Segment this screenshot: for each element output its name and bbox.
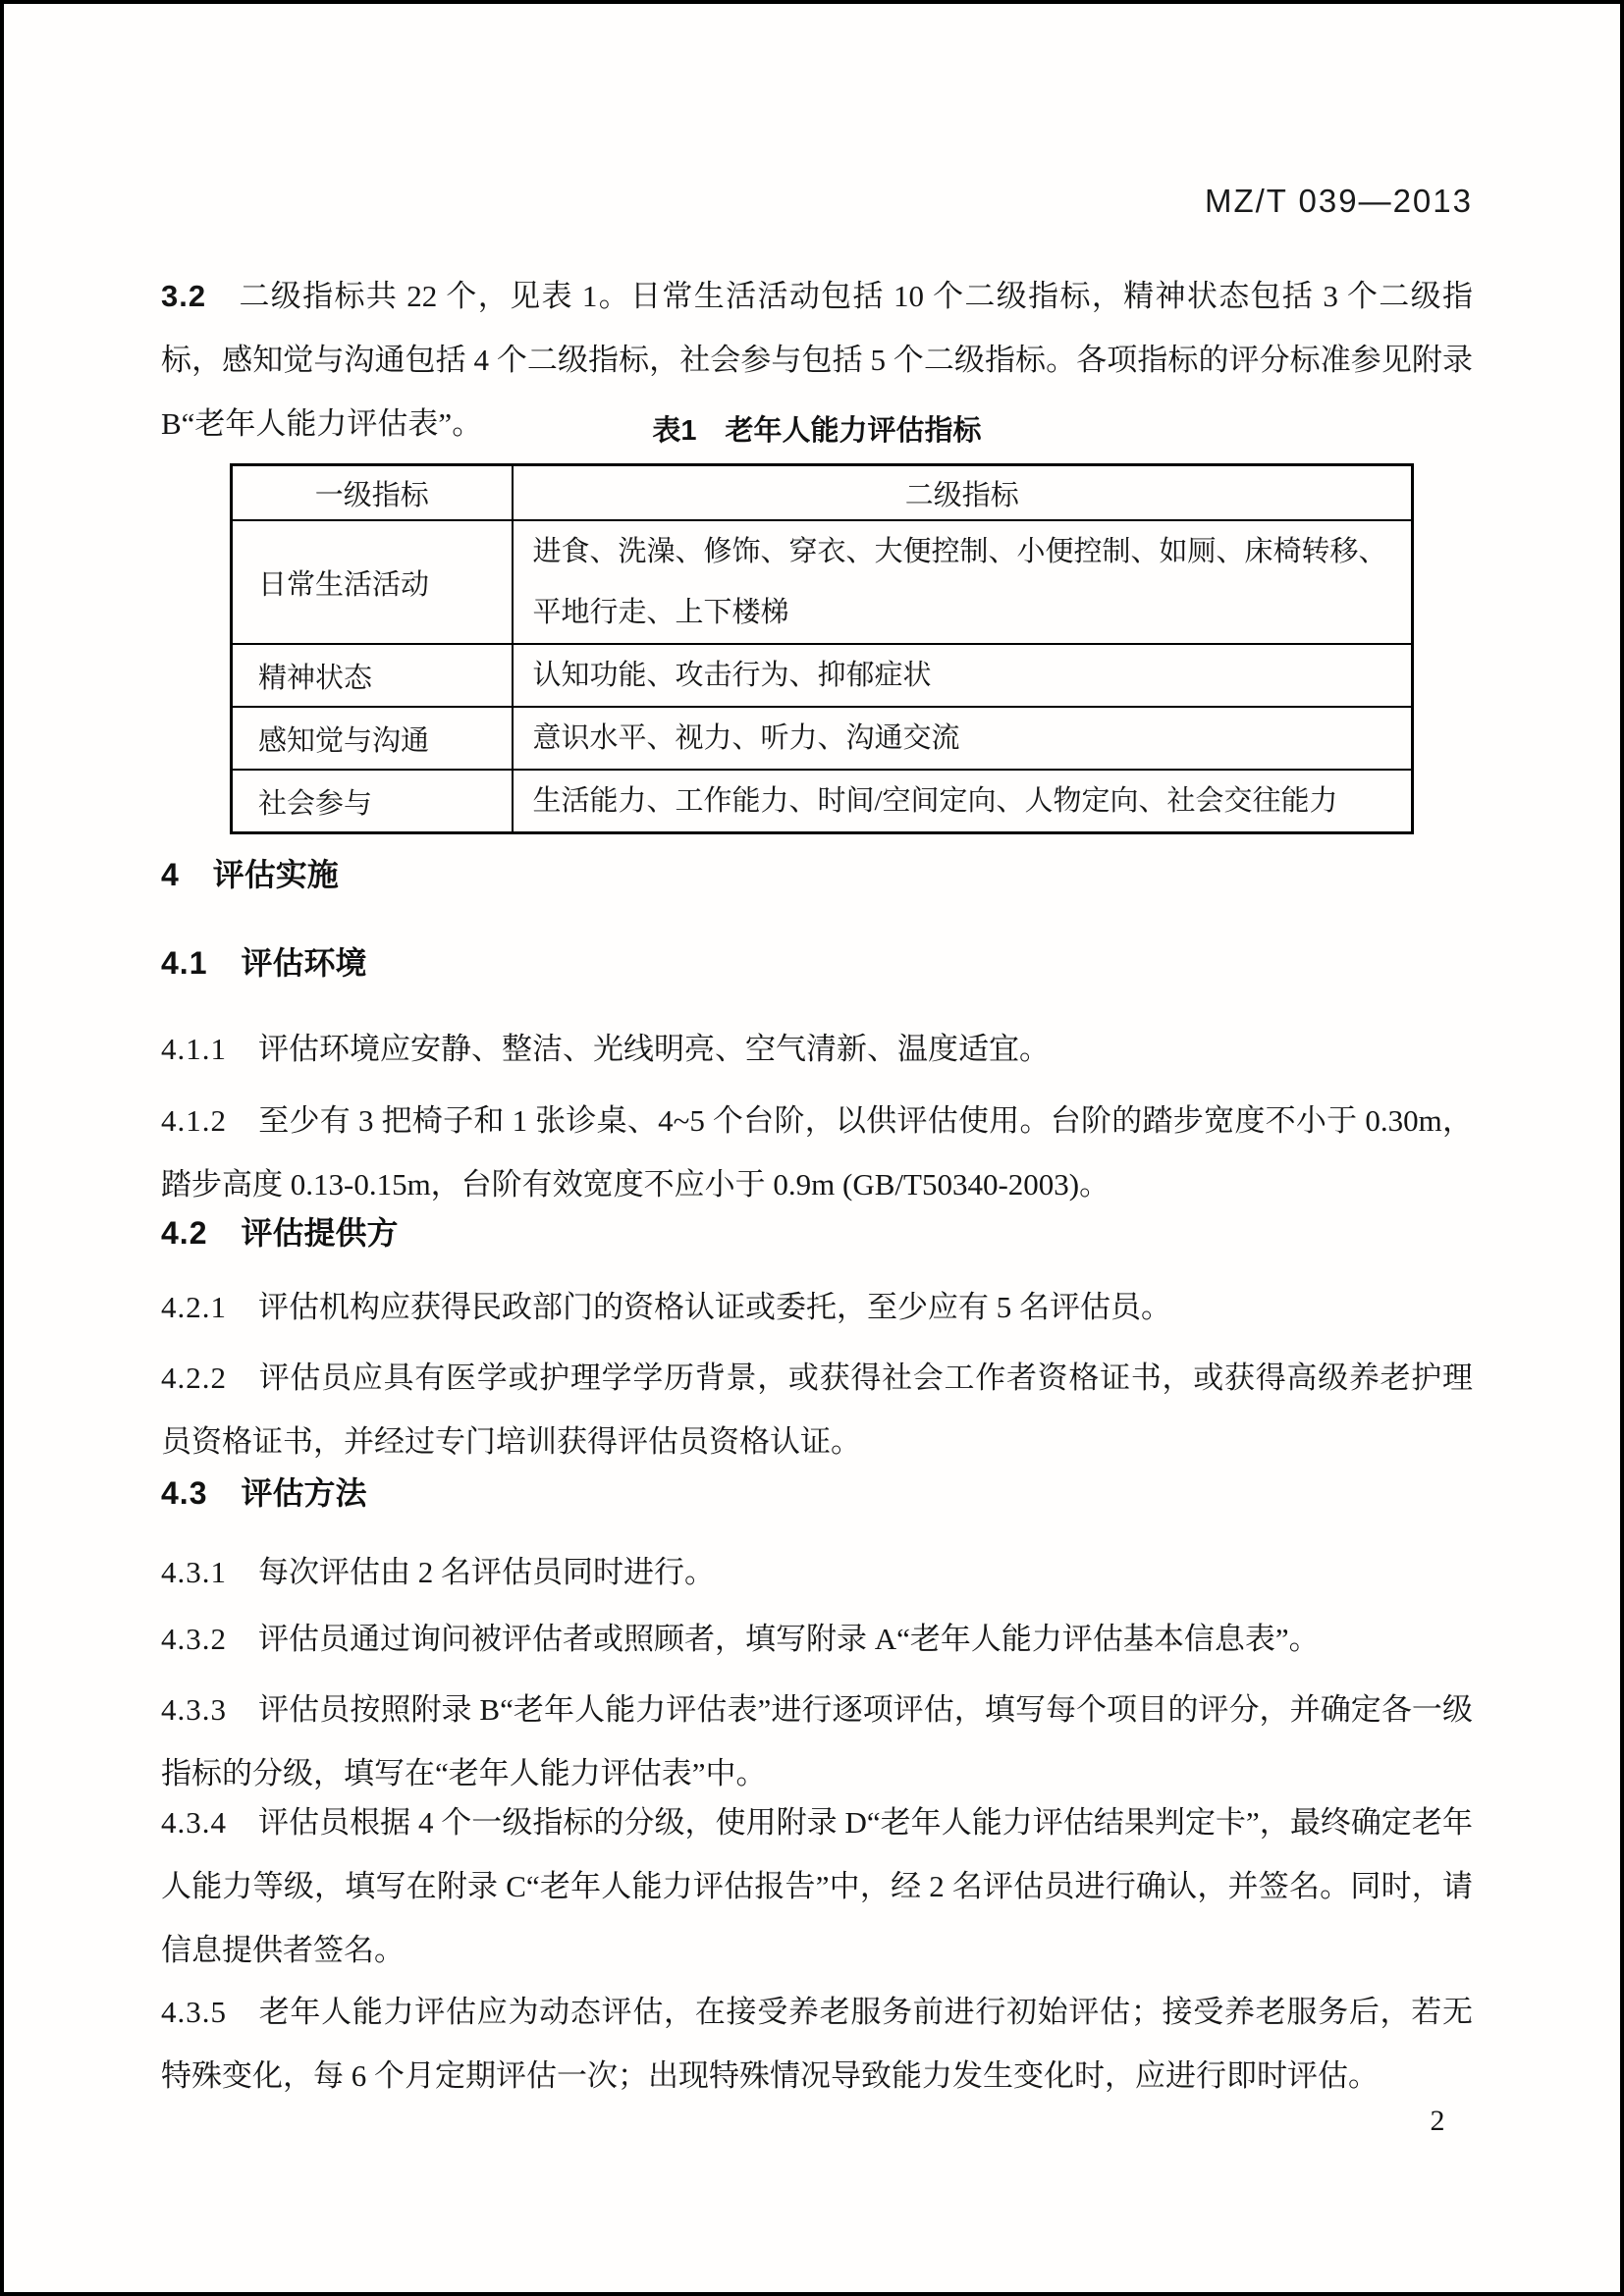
clause-4-2-1 [161, 1275, 1473, 1339]
section-heading-4-3 [161, 1473, 1473, 1513]
clause-text: 二级指标共 22 个，见表 1。日常生活活动包括 10 个二级指标，精神状态包括 3 个二级指标，感知觉与沟通包括 4 个二级指标，社会参与包括 5 个二级指标。各项指标的评分标准参见附录 B“老年人能力评估表”。 [161, 279, 1473, 441]
clause-4-1-2 [161, 1089, 1473, 1216]
table-cell-indicators: 认知功能、攻击行为、抑郁症状 [513, 644, 1413, 707]
table-cell-category: 感知觉与沟通 [232, 707, 513, 770]
page-number: 2 [1430, 2105, 1445, 2137]
clause-text: 评估员按照附录 B“老年人能力评估表”进行逐项评估，填写每个项目的评分，并确定各一级指标的分级，填写在“老年人能力评估表”中。 [161, 1692, 1473, 1790]
clause-text: 评估机构应获得民政部门的资格认证或委托，至少应有 5 名评估员。 [258, 1290, 1171, 1324]
heading-number: 4 [161, 856, 180, 892]
clause-text: 评估员根据 4 个一级指标的分级，使用附录 D“老年人能力评估结果判定卡”，最终确定老年人能力等级，填写在附录 C“老年人能力评估报告”中，经 2 名评估员进行确认，并签名。同时，请信息提供者签名。 [161, 1805, 1473, 1967]
clause-number: 4.3.3 [161, 1692, 227, 1727]
clause-number: 4.3.1 [161, 1555, 227, 1589]
heading-title: 评估方法 [241, 1475, 367, 1511]
clause-number: 4.3.2 [161, 1622, 227, 1656]
clause-number: 4.2.1 [161, 1290, 227, 1324]
heading-title: 评估环境 [241, 945, 367, 981]
indicator-table-container [230, 463, 1414, 834]
standard-number: MZ/T 039—2013 [1204, 183, 1473, 219]
clause-text: 评估员应具有医学或护理学学历背景，或获得社会工作者资格证书，或获得高级养老护理员资格证书，并经过专门培训获得评估员资格认证。 [161, 1361, 1473, 1459]
clause-number: 4.1.1 [161, 1032, 227, 1066]
clause-number: 4.1.2 [161, 1103, 227, 1138]
clause-4-2-2 [161, 1346, 1473, 1473]
clause-text: 老年人能力评估应为动态评估，在接受养老服务前进行初始评估；接受养老服务后，若无特殊变化，每 6 个月定期评估一次；出现特殊情况导致能力发生变化时，应进行即时评估。 [161, 1995, 1473, 2093]
section-heading-4 [161, 855, 1473, 894]
table-cell-category: 精神状态 [232, 644, 513, 707]
clause-number: 3.2 [161, 279, 207, 313]
heading-number: 4.1 [161, 945, 208, 981]
clause-4-3-5 [161, 1980, 1473, 2108]
clause-4-3-1 [161, 1540, 1473, 1604]
table-cell-indicators: 生活能力、工作能力、时间/空间定向、人物定向、社会交往能力 [513, 770, 1413, 833]
clause-number: 4.3.5 [161, 1995, 227, 2029]
table-header-cell-level2: 二级指标 [513, 465, 1413, 521]
clause-4-1-1 [161, 1017, 1473, 1081]
heading-title: 评估实施 [212, 856, 339, 892]
heading-title: 评估提供方 [241, 1215, 399, 1251]
clause-number: 4.3.4 [161, 1805, 227, 1840]
section-heading-4-1 [161, 943, 1473, 983]
heading-number: 4.2 [161, 1215, 208, 1251]
table-cell-indicators: 意识水平、视力、听力、沟通交流 [513, 707, 1413, 770]
table-header-cell-level1: 一级指标 [232, 465, 513, 521]
table-row [232, 770, 1413, 833]
standard-number-header [161, 183, 1473, 220]
clause-text: 评估环境应安静、整洁、光线明亮、空气清新、温度适宜。 [258, 1032, 1050, 1066]
clause-number: 4.2.2 [161, 1361, 227, 1395]
clause-text: 每次评估由 2 名评估员同时进行。 [258, 1555, 715, 1589]
table-title: 表1 老年人能力评估指标 [652, 415, 982, 447]
heading-number: 4.3 [161, 1475, 208, 1511]
table-cell-category: 日常生活活动 [232, 520, 513, 644]
section-heading-4-2 [161, 1213, 1473, 1253]
clause-4-3-4 [161, 1790, 1473, 1982]
table-cell-category: 社会参与 [232, 770, 513, 833]
indicator-table [230, 463, 1414, 834]
clause-4-3-2 [161, 1607, 1473, 1671]
table-cell-indicators: 进食、洗澡、修饰、穿衣、大便控制、小便控制、如厕、床椅转移、平地行走、上下楼梯 [513, 520, 1413, 644]
table-header-row [232, 465, 1413, 521]
clause-text: 评估员通过询问被评估者或照顾者，填写附录 A“老年人能力评估基本信息表”。 [258, 1622, 1320, 1656]
table-row [232, 707, 1413, 770]
table-row [232, 644, 1413, 707]
table-row [232, 520, 1413, 644]
clause-4-3-3 [161, 1678, 1473, 1805]
clause-text: 至少有 3 把椅子和 1 张诊桌、4~5 个台阶，以供评估使用。台阶的踏步宽度不小于 0.30m，踏步高度 0.13-0.15m，台阶有效宽度不应小于 0.9m (GB/T50340-2003)。 [161, 1103, 1473, 1201]
